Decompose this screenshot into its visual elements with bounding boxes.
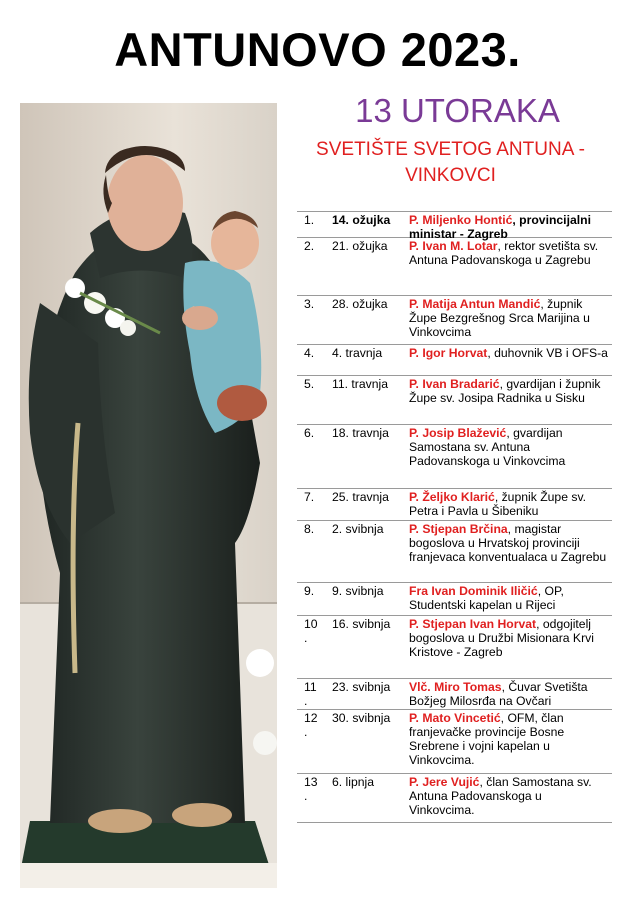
subtitle: 13 UTORAKA [355, 92, 560, 129]
row-name: P. Stjepan Ivan Horvat [409, 617, 537, 631]
row-text: , član Samostana sv. Antuna Padovanskoga u Vinkovcima. [409, 775, 592, 817]
row-text: , rektor svetišta sv. Antuna Padovanskoga u Zagrebu [409, 239, 599, 267]
row-name: Vlč. Miro Tomas [409, 680, 502, 694]
row-name: P. Ivan M. Lotar [409, 239, 498, 253]
row-description [409, 297, 609, 339]
schedule-table [297, 211, 612, 823]
row-description [409, 490, 609, 518]
row-date: 14. ožujka [332, 213, 391, 227]
row-text: , duhovnik VB i OFS-a [487, 346, 608, 360]
page-title: ANTUNOVO 2023. [114, 23, 521, 76]
row-date: 2. svibnja [332, 522, 384, 536]
row-description [409, 426, 609, 468]
row-description [409, 775, 609, 817]
row-text: , gvardijan i župnik Župe sv. Josipa Radnika u Sisku [409, 377, 601, 405]
table-row [297, 212, 612, 241]
row-description [409, 213, 609, 241]
row-name: P. Jere Vujić [409, 775, 480, 789]
row-text: , magistar bogoslova u Hrvatskoj provinciji franjevaca konventualaca u Zagrebu [409, 522, 607, 564]
row-text: , OP, Studentski kapelan u Rijeci [409, 584, 564, 612]
row-number: 9. [304, 584, 315, 598]
row-date: 30. svibnja [332, 711, 391, 725]
table-row [297, 616, 612, 679]
row-description [409, 617, 609, 659]
row-date: 4. travnja [332, 346, 383, 360]
row-date: 18. travnja [332, 426, 389, 440]
row-text: , župnik Župe Bezgrešnog Srca Marijina u Vinkovcima [409, 297, 590, 339]
row-date: 9. svibnja [332, 584, 384, 598]
row-name: P. Igor Horvat [409, 346, 488, 360]
table-row [297, 774, 612, 823]
row-number: 11 . [304, 680, 317, 708]
row-text: , OFM, član franjevačke provincije Bosne Srebrene i vojni kapelan u Vinkovcima. [409, 711, 565, 767]
row-number: 10 . [304, 617, 318, 645]
row-text: , odgojitelj bogoslova u Družbi Misionara Krvi Kristove - Zagreb [409, 617, 594, 659]
row-description [409, 711, 609, 767]
row-text: , gvardijan Samostana sv. Antuna Padovanskoga u Vinkovcima [409, 426, 566, 468]
row-name: P. Ivan Bradarić [409, 377, 500, 391]
row-name: P. Željko Klarić [409, 490, 495, 504]
row-number: 7. [304, 490, 315, 504]
row-date: 23. svibnja [332, 680, 391, 694]
table-row [297, 345, 612, 376]
row-date: 6. lipnja [332, 775, 375, 789]
row-name: P. Stjepan Brčina [409, 522, 508, 536]
row-number: 3. [304, 297, 315, 311]
row-number: 13 . [304, 775, 318, 803]
table-row [297, 679, 612, 710]
row-name: P. Miljenko Hontić [409, 213, 513, 227]
row-date: 25. travnja [332, 490, 389, 504]
table-row [297, 583, 612, 616]
row-number: 5. [304, 377, 315, 391]
row-name: P. Mato Vincetić [409, 711, 501, 725]
table-row [297, 296, 612, 345]
row-text: , Čuvar Svetišta Božjeg Milosrđa na Ovčari [409, 680, 588, 708]
row-date: 16. svibnja [332, 617, 391, 631]
row-date: 28. ožujka [332, 297, 388, 311]
statue-photo [20, 103, 277, 888]
location [283, 137, 618, 189]
row-name: P. Josip Blažević [409, 426, 507, 440]
table-row [297, 521, 612, 583]
table-row [297, 238, 612, 296]
table-row [297, 376, 612, 425]
row-date: 11. travnja [332, 377, 389, 391]
location-line-2: VINKOVCI [405, 165, 496, 186]
row-description [409, 680, 609, 708]
row-text: , provincijalni ministar - Zagreb [409, 213, 591, 241]
row-number: 4. [304, 346, 315, 360]
row-date: 21. ožujka [332, 239, 388, 253]
table-row [297, 710, 612, 774]
row-name: Fra Ivan Dominik Iličić [409, 584, 538, 598]
row-text: , župnik Župe sv. Petra i Pavla u Šibeniku [409, 490, 587, 518]
row-number: 1. [304, 213, 315, 227]
table-row [297, 425, 612, 489]
row-description [409, 522, 609, 564]
row-name: P. Matija Antun Mandić [409, 297, 541, 311]
row-description [409, 377, 609, 405]
row-number: 12 . [304, 711, 318, 739]
row-description [409, 239, 609, 267]
row-number: 8. [304, 522, 315, 536]
row-description [409, 346, 609, 360]
row-description [409, 584, 609, 612]
row-number: 6. [304, 426, 315, 440]
location-line-1: SVETIŠTE SVETOG ANTUNA - [316, 139, 585, 160]
table-row [297, 489, 612, 521]
row-number: 2. [304, 239, 315, 253]
